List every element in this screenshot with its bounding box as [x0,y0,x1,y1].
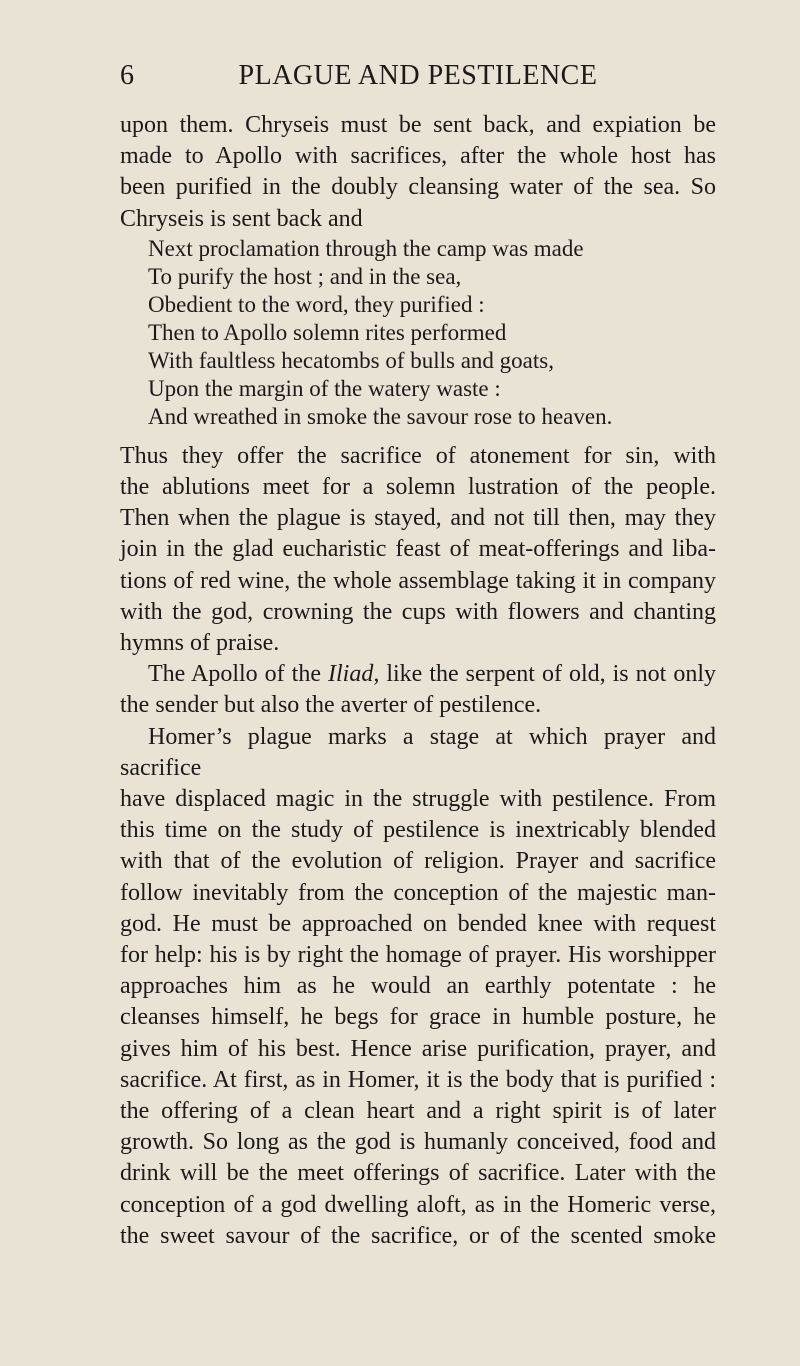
paragraph-3 [120,659,716,721]
chapter-title: PLAGUE AND PESTILENCE [238,60,598,91]
text-line [120,659,716,690]
text-line: the sender but also the averter of pestilence. [120,692,542,719]
text-line: cleanses himself, he begs for grace in humble posture, he [120,1004,716,1031]
text-line: have displaced magic in the struggle with pestilence. From [120,786,716,813]
text-line: Homer’s plague marks a stage at which prayer and sacrifice [120,723,716,781]
page-body [120,110,716,1252]
italic-title: Iliad, [328,661,380,688]
text-line: god. He must be approached on bended knee with request [120,910,716,937]
page-number: 6 [120,60,135,91]
verse-line: Next proclamation through the camp was made [148,235,584,261]
text-line: with that of the evolution of religion. Prayer and sacrifice [120,848,716,875]
text-line: the sweet savour of the sacrifice, or of the scented smoke [120,1222,716,1249]
paragraph-4 [120,722,716,1252]
text-line: made to Apollo with sacrifices, after the whole host has [120,143,716,170]
text-line: growth. So long as the god is humanly conceived, food and [120,1129,716,1156]
text-line: for help: his is by right the homage of prayer. His worshipper [120,942,716,969]
text-run: The Apollo of the [148,661,328,688]
text-line: drink will be the meet offerings of sacrifice. Later with the [120,1160,716,1187]
verse-quotation [120,235,716,431]
verse-line: With faultless hecatombs of bulls and goats, [148,347,554,373]
text-line: the ablutions meet for a solemn lustration of the people. [120,474,716,501]
text-line: Chryseis is sent back and [120,205,363,232]
text-line: tions of red wine, the whole assemblage taking it in company [120,567,716,594]
text-line: the offering of a clean heart and a right spirit is of later [120,1098,716,1125]
verse-line: Then to Apollo solemn rites performed [148,319,507,345]
verse-line: Upon the margin of the watery waste : [148,375,501,401]
text-line: this time on the study of pestilence is inextricably blended [120,817,716,844]
text-run: like the serpent of old, is not only [379,661,716,688]
text-line: conception of a god dwelling aloft, as in the Homeric verse, [120,1191,716,1218]
text-line: Thus they offer the sacrifice of atonement for sin, with [120,442,716,469]
text-line: follow inevitably from the conception of the majestic man- [120,879,716,906]
text-line: hymns of praise. [120,630,280,657]
verse-line: And wreathed in smoke the savour rose to heaven. [148,403,613,429]
text-line: sacrifice. At first, as in Homer, it is the body that is purified : [120,1066,716,1093]
text-line: with the god, crowning the cups with flowers and chanting [120,598,716,625]
verse-line: Obedient to the word, they purified : [148,291,485,317]
text-line: join in the glad eucharistic feast of meat-offerings and liba- [120,536,716,563]
text-line: been purified in the doubly cleansing water of the sea. So [120,174,716,201]
verse-line: To purify the host ; and in the sea, [148,263,462,289]
paragraph-1 [120,110,716,235]
text-line: gives him of his best. Hence arise purification, prayer, and [120,1035,716,1062]
text-line: Then when the plague is stayed, and not till then, may they [120,505,716,532]
text-line: approaches him as he would an earthly potentate : he [120,973,716,1000]
text-line: upon them. Chryseis must be sent back, and expiation be [120,112,716,138]
running-head [120,56,716,96]
paragraph-2 [120,441,716,659]
